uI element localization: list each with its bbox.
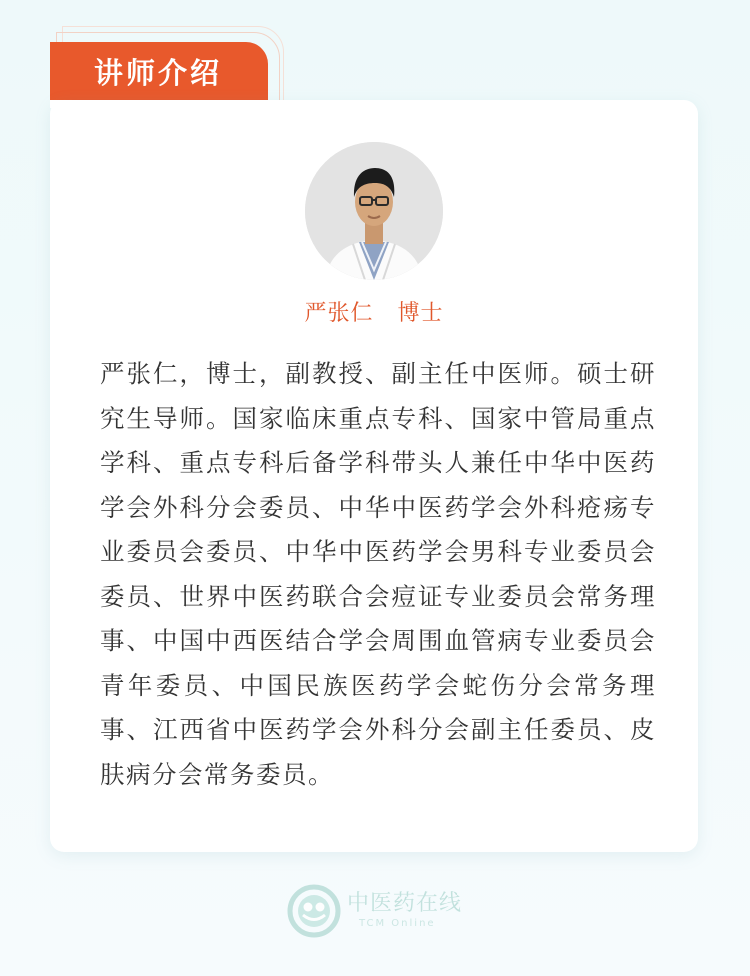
teacher-card xyxy=(50,100,698,852)
logo-english-name: TCM Online xyxy=(359,918,436,929)
logo-chinese-name: 中医药在线 xyxy=(347,891,463,916)
section-title: 讲师介绍 xyxy=(94,56,223,90)
teacher-bio: 严张仁，博士，副教授、副主任中医师。硕士研究生导师。国家临床重点专科、国家中管局重点学科、重点专科后备学科带头人兼任中华中医药学会外科分会委员、中华中医药学会外科疮疡专业委员会委员、中华中医药学会男科专业委员会委员、世界中医药联合会痘证专业委员会常务理事、中国中西医结合学会周围血管病专业委员会青年委员、中国民族医药学会蛇伤分会常务理事、江西省中医药学会外科分会副主任委员、皮肤病分会常务委员。 xyxy=(100,359,656,789)
doctor-portrait-icon xyxy=(305,142,443,280)
teacher-name-title: 严张仁 博士 xyxy=(304,301,444,326)
section-title-tab xyxy=(50,42,268,108)
footer-logo xyxy=(287,884,462,938)
tcm-online-logo-icon xyxy=(287,884,341,938)
teacher-avatar xyxy=(305,142,443,280)
